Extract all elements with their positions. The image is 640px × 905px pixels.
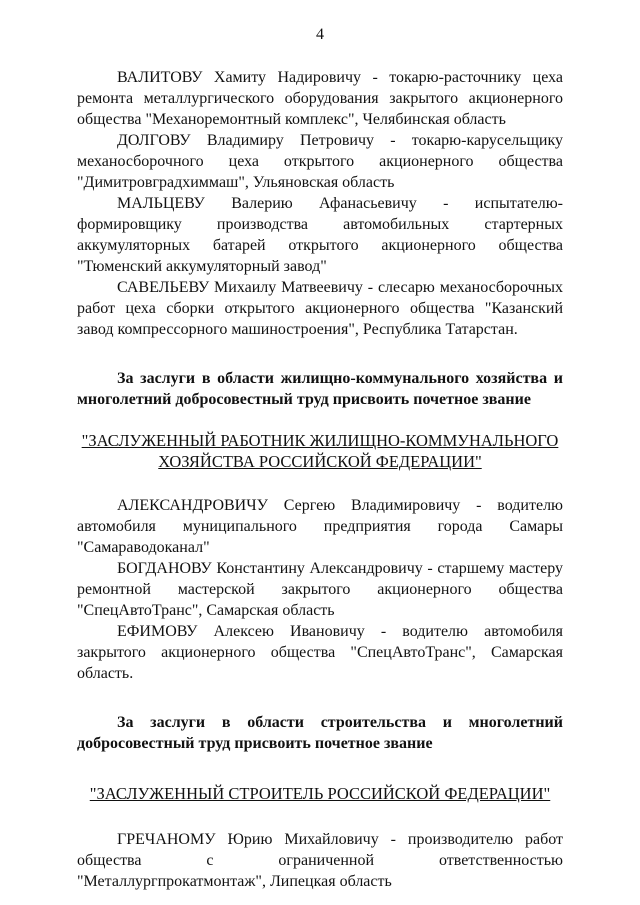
award-entry: ГРЕЧАНОМУ Юрию Михайловичу - производителю работ общества с ограниченной ответственностью "Металлургпрокатмонтаж", Липецкая область (77, 831, 563, 890)
award-entry: ДОЛГОВУ Владимиру Петровичу - токарю-карусельщику механосборочного цеха открытого акционерного общества "Димитровградхиммаш", Ульяновская область (77, 132, 563, 191)
award-title-line: ХОЗЯЙСТВА РОССИЙСКОЙ ФЕДЕРАЦИИ" (158, 452, 482, 471)
award-title-construction: "ЗАСЛУЖЕННЫЙ СТРОИТЕЛЬ РОССИЙСКОЙ ФЕДЕРАЦИИ" (89, 784, 551, 803)
award-entry: МАЛЬЦЕВУ Валерию Афанасьевичу - испытателю-формировщику производства автомобильных стартерных аккумуляторных батарей открытого акционерного общества "Тюменский аккумуляторный завод" (77, 195, 563, 275)
page-number: 4 (316, 26, 324, 43)
award-entry: БОГДАНОВУ Константину Александровичу - старшему мастеру ремонтной мастерской закрытого акционерного общества "СпецАвтоТранс", Самарская область (77, 560, 563, 619)
award-entry: ВАЛИТОВУ Хамиту Надировичу - токарю-расточнику цеха ремонта металлургического оборудования закрытого акционерного общества "Механоремонтный комплекс", Челябинская область (77, 69, 563, 128)
section-heading-housing: За заслуги в области жилищно-коммунального хозяйства и многолетний добросовестный труд присвоить почетное звание (77, 370, 563, 408)
award-title-line: "ЗАСЛУЖЕННЫЙ РАБОТНИК ЖИЛИЩНО-КОММУНАЛЬНОГО (81, 431, 559, 450)
award-entry: АЛЕКСАНДРОВИЧУ Сергею Владимировичу - водителю автомобиля муниципального предприятия города Самары "Самараводоканал" (77, 497, 563, 556)
section-heading-construction: За заслуги в области строительства и многолетний добросовестный труд присвоить почетное звание (77, 714, 563, 752)
award-entry: ЕФИМОВУ Алексею Ивановичу - водителю автомобиля закрытого акционерного общества "СпецАвтоТранс", Самарская область. (77, 623, 563, 682)
award-entry: САВЕЛЬЕВУ Михаилу Матвеевичу - слесарю механосборочных работ цеха сборки открытого акционерного общества "Казанский завод компрессорного машиностроения", Республика Татарстан. (77, 279, 563, 338)
document-body (77, 67, 563, 892)
award-title-housing (77, 430, 563, 472)
